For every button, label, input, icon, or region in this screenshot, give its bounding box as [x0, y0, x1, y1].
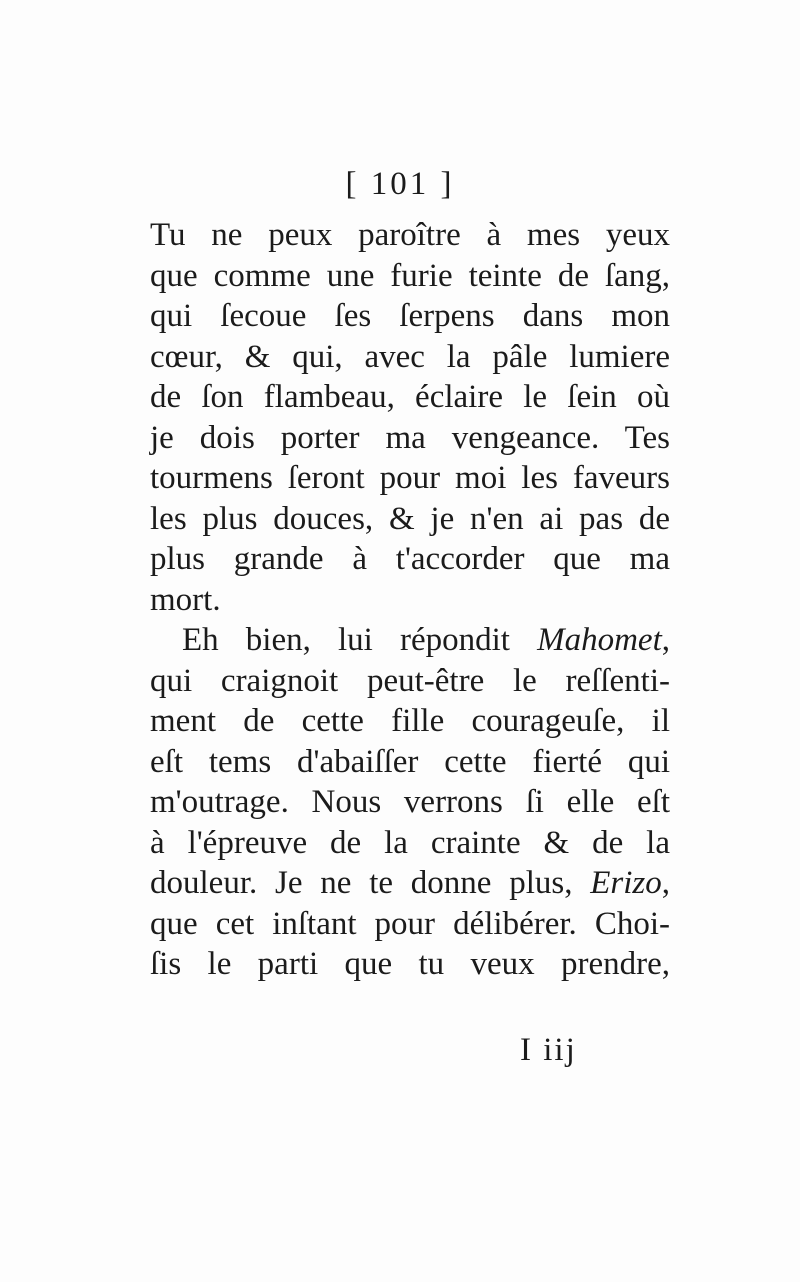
signature-mark: I iij — [520, 1032, 577, 1068]
text-line: eſt tems d'abaiſſer cette fierté qui — [150, 743, 670, 780]
text-line: mort. — [150, 581, 221, 618]
text-run: Eh bien, lui répondit — [182, 622, 538, 658]
text-line: cœur, & qui, avec la pâle lumiere — [150, 338, 670, 375]
text-line: plus grande à t'accorder que ma — [150, 541, 670, 577]
text-line: qui craignoit peut-être le reſſenti- — [150, 662, 670, 699]
text-run: , — [661, 622, 670, 658]
text-line: ment de cette fille courageuſe, il — [150, 703, 670, 739]
text-line: que comme une furie teinte de ſang, — [150, 257, 670, 294]
page-number: [ 101 ] — [345, 166, 455, 202]
character-name: Mahomet — [537, 622, 662, 658]
text-line: les plus douces, & je n'en ai pas de — [150, 500, 670, 537]
text-line: Tu ne peux paroître à mes yeux — [150, 217, 670, 253]
text-line: qui ſecoue ſes ſerpens dans mon — [150, 298, 670, 334]
text-run: douleur. Je ne te donne plus, — [150, 865, 591, 901]
text-line: je dois porter ma vengeance. Tes — [150, 419, 670, 456]
text-line: à l'épreuve de la crainte & de la — [150, 824, 670, 861]
body-text — [150, 215, 670, 985]
text-line: tourmens ſeront pour moi les faveurs — [150, 460, 670, 496]
text-line: m'outrage. Nous verrons ſi elle eſt — [150, 784, 670, 820]
text-line — [150, 620, 670, 661]
text-line: ſis le parti que tu veux prendre, — [150, 946, 670, 982]
text-line — [150, 863, 670, 904]
character-name: Erizo — [590, 865, 662, 901]
text-line: que cet inſtant pour délibérer. Choi- — [150, 905, 670, 942]
text-run: , — [661, 865, 670, 901]
text-line: de ſon flambeau, éclaire le ſein où — [150, 379, 670, 415]
